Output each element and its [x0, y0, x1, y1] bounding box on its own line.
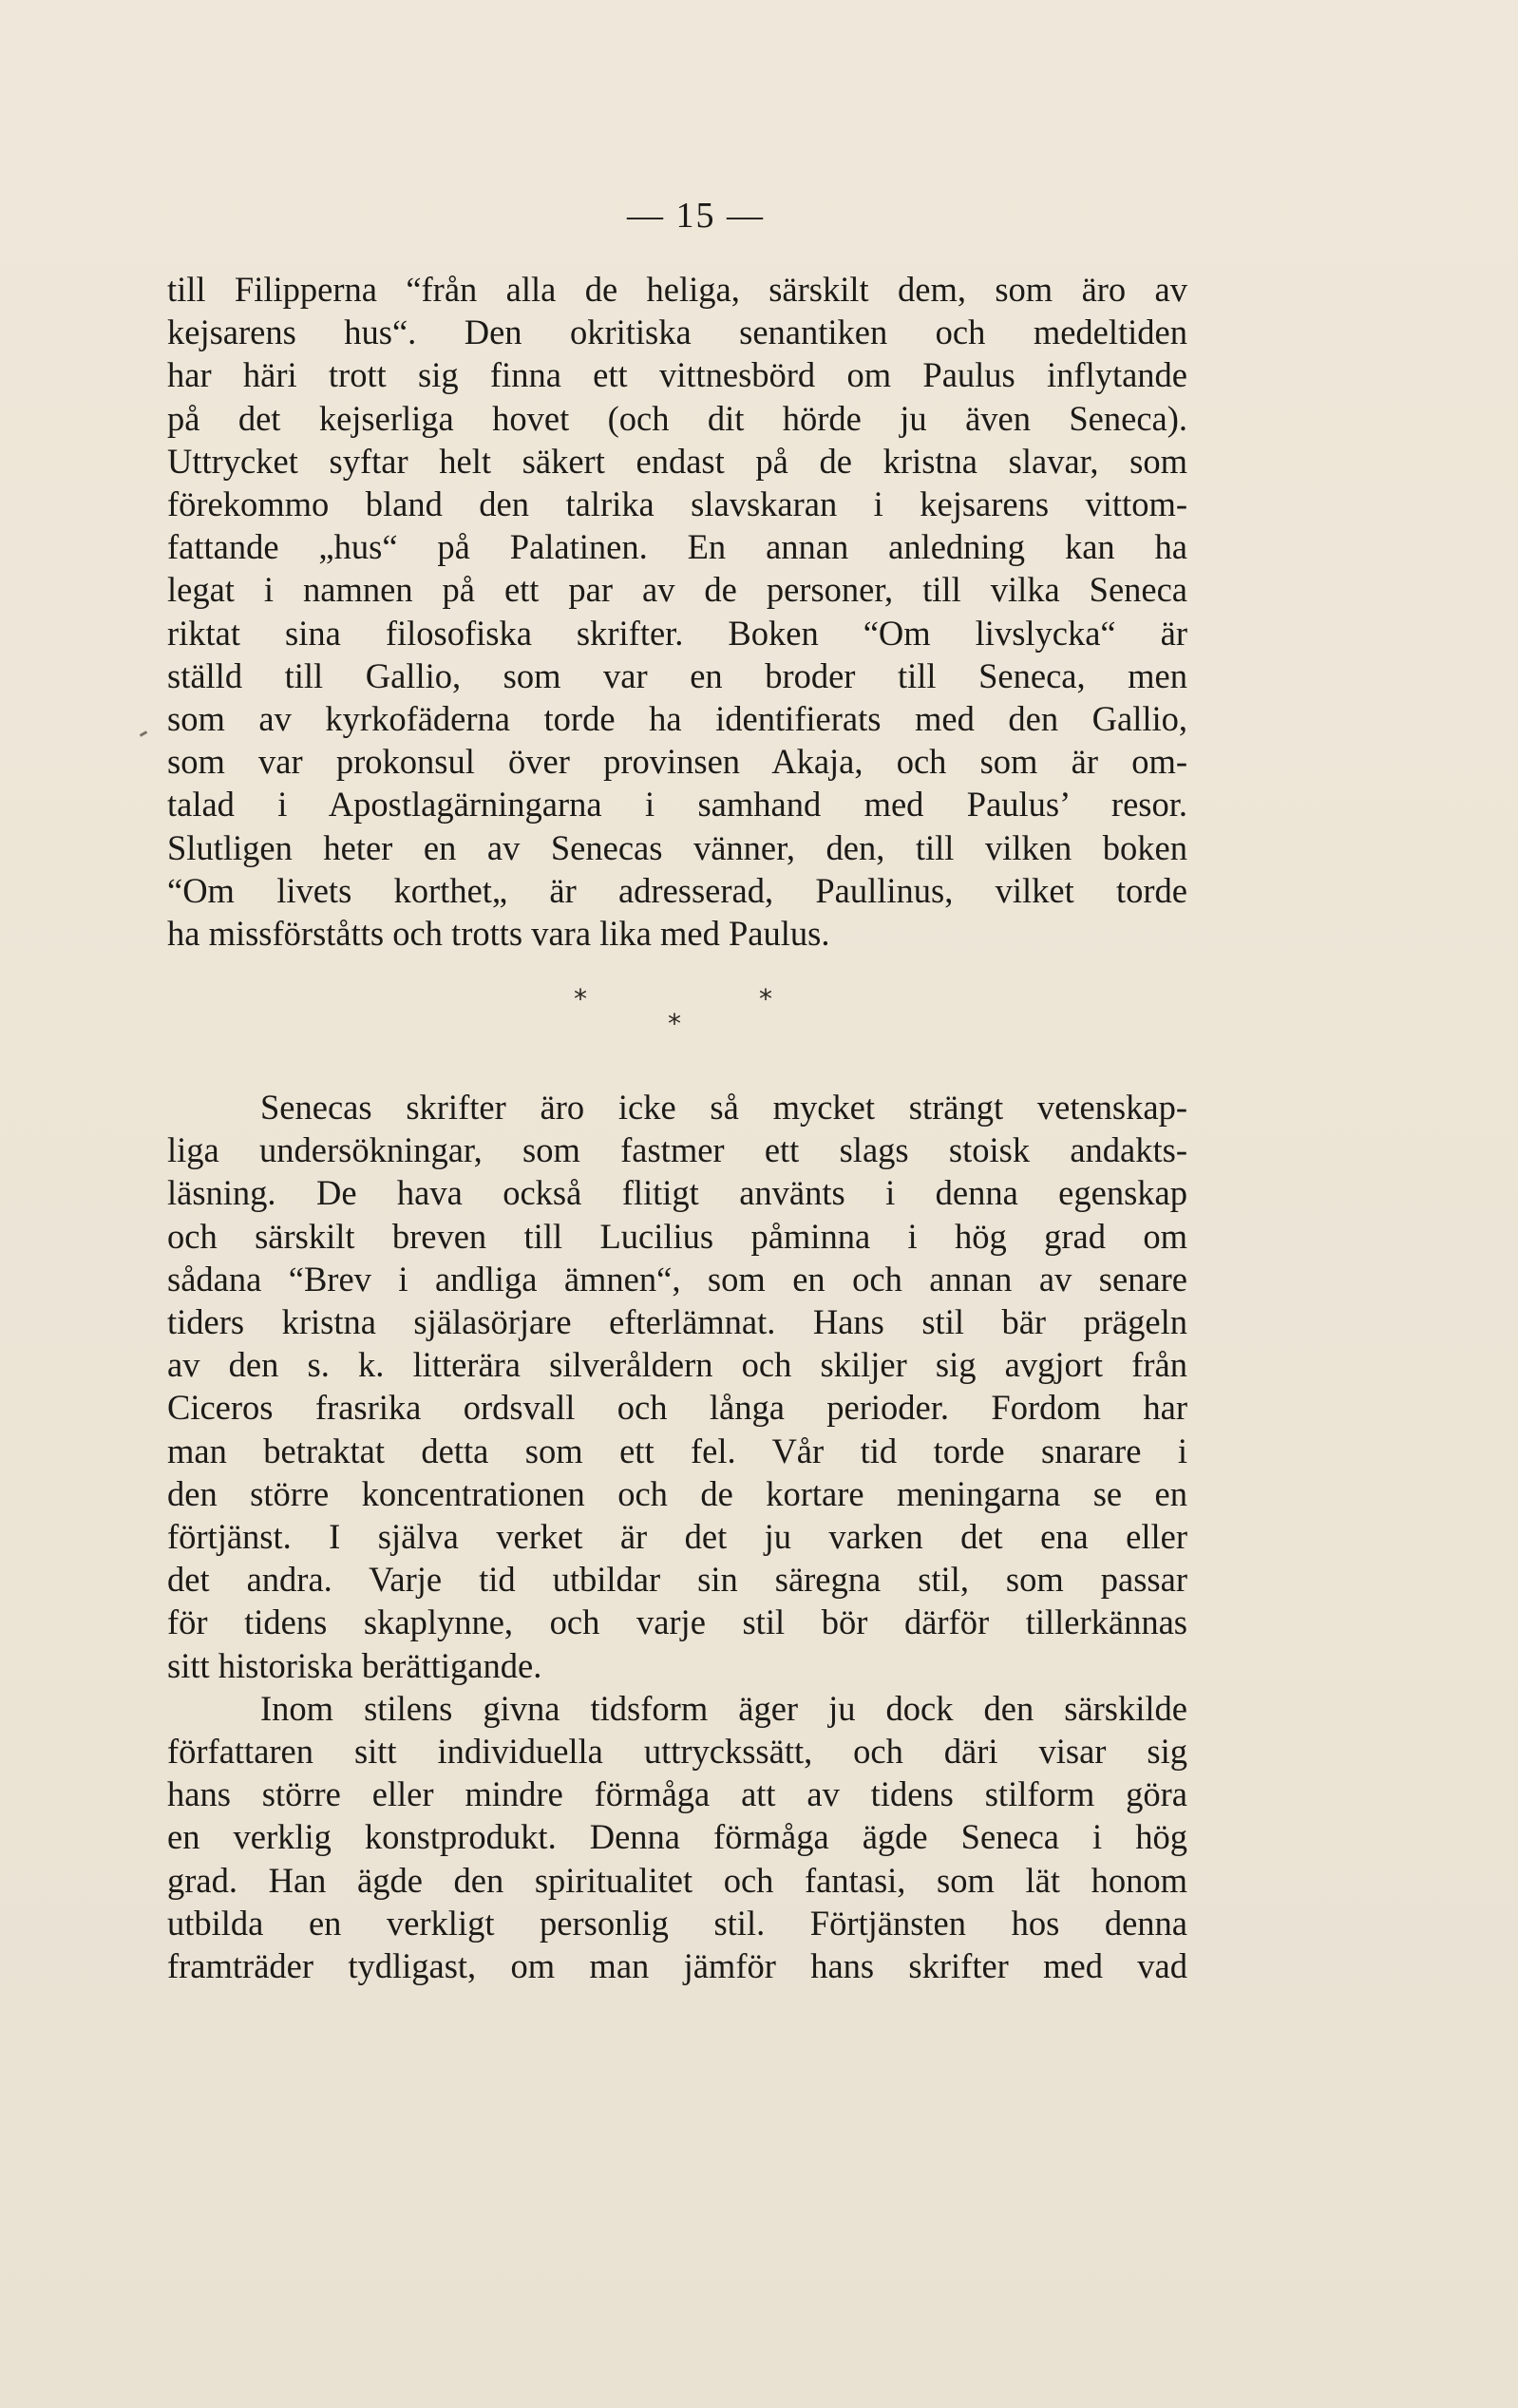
paragraph-1 [167, 268, 1187, 955]
asterisk-right: * [759, 983, 772, 1014]
text-line: “Om livets korthet„ är adresserad, Paullinus, vilket torde [167, 870, 1187, 910]
text-line: för tidens skaplynne, och varje stil bör därför tillerkännas [167, 1602, 1187, 1642]
text-line: författaren sitt individuella uttryckssätt, och däri visar sig [167, 1732, 1187, 1772]
section-separator [0, 967, 1518, 1043]
text-line: som av kyrkofäderna torde ha identifierats med den Gallio, [167, 699, 1187, 739]
text-line: det andra. Varje tid utbildar sin säregna stil, som passar [167, 1560, 1187, 1600]
text-line: sitt historiska berättigande. [167, 1645, 542, 1685]
text-line: förtjänst. I själva verket är det ju varken det ena eller [167, 1517, 1187, 1557]
text-line: talad i Apostlagärningarna i samhand med Paulus’ resor. [167, 785, 1187, 825]
text-line: Slutligen heter en av Senecas vänner, den, till vilken boken [167, 827, 1187, 867]
page-number: — 15 — [627, 196, 765, 236]
text-line: ha missförståtts och trotts vara lika med Paulus. [167, 914, 830, 954]
text-line: sådana “Brev i andliga ämnen“, som en och annan av senare [167, 1259, 1187, 1299]
text-line: legat i namnen på ett par av de personer, till vilka Seneca [167, 570, 1187, 610]
text-line: riktat sina filosofiska skrifter. Boken “Om livslycka“ är [167, 613, 1187, 653]
text-line: har häri trott sig finna ett vittnesbörd om Paulus inflytande [167, 355, 1187, 395]
text-line: förekommo bland den talrika slavskaran i kejsarens vittom- [167, 484, 1187, 524]
margin-mark [140, 730, 147, 737]
text-line: kejsarens hus“. Den okritiska senantiken och medeltiden [167, 313, 1187, 352]
text-line: hans större eller mindre förmåga att av tidens stilform göra [167, 1774, 1187, 1814]
text-line: Ciceros frasrika ordsvall och långa perioder. Fordom har [167, 1388, 1187, 1428]
text-line: Inom stilens givna tidsform äger ju dock den särskilde [260, 1688, 1187, 1728]
text-line: utbilda en verkligt personlig stil. Förtjänsten hos denna [167, 1903, 1187, 1943]
text-line: den större koncentrationen och de kortare meningarna se en [167, 1473, 1187, 1513]
section-2 [167, 1086, 1187, 1987]
text-line: framträder tydligast, om man jämför hans skrifter med vad [167, 1946, 1187, 1986]
text-line: fattande „hus“ på Palatinen. En annan anledning kan ha [167, 527, 1187, 567]
text-line: ställd till Gallio, som var en broder till Seneca, men [167, 655, 1187, 695]
text-line: till Filipperna “från alla de heliga, särskilt dem, som äro av [167, 270, 1187, 309]
text-line: på det kejserliga hovet (och dit hörde ju även Seneca). [167, 398, 1187, 438]
text-line: läsning. De hava också flitigt använts i denna egenskap [167, 1173, 1187, 1213]
text-line: av den s. k. litterära silveråldern och skiljer sig avgjort från [167, 1345, 1187, 1385]
text-line: grad. Han ägde den spiritualitet och fantasi, som lät honom [167, 1860, 1187, 1900]
text-line: Uttrycket syftar helt säkert endast på de kristna slavar, som [167, 441, 1187, 481]
text-line: som var prokonsul över provinsen Akaja, och som är om- [167, 742, 1187, 782]
text-line: man betraktat detta som ett fel. Vår tid torde snarare i [167, 1431, 1187, 1470]
text-line: och särskilt breven till Lucilius påminna i hög grad om [167, 1216, 1187, 1256]
asterisk-left: * [574, 983, 587, 1014]
text-line: Senecas skrifter äro icke så mycket strängt vetenskap- [260, 1088, 1187, 1127]
asterisk-middle: * [668, 1008, 681, 1039]
text-line: tiders kristna själasörjare efterlämnat. Hans stil bär prägeln [167, 1302, 1187, 1342]
text-line: liga undersökningar, som fastmer ett slags stoisk andakts- [167, 1130, 1187, 1170]
text-line: en verklig konstprodukt. Denna förmåga ägde Seneca i hög [167, 1817, 1187, 1857]
